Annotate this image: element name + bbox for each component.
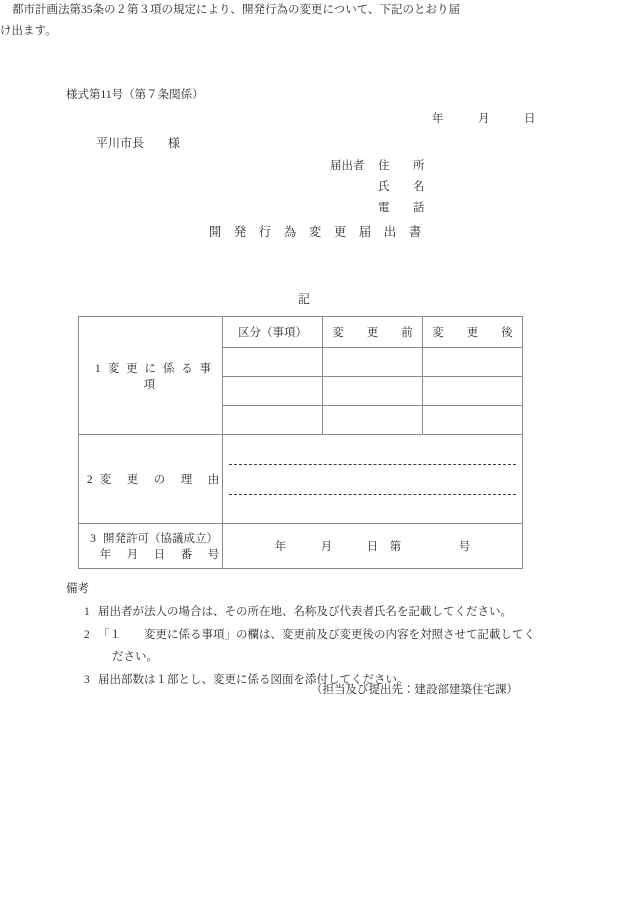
- submitter-name-row: [330, 179, 431, 200]
- row-number-2: 2: [86, 474, 93, 486]
- note-number: 1: [84, 606, 90, 619]
- note-text-wrapper: [98, 624, 536, 669]
- form-number: 様式第11号（第７条関係）: [66, 89, 204, 101]
- row-label-reason: [79, 435, 223, 524]
- note-item: [66, 624, 536, 669]
- date-line: 年 月 日: [432, 113, 536, 125]
- cell-after-1[interactable]: [423, 348, 523, 377]
- row-label-change-items: [79, 317, 223, 435]
- cell-before-1[interactable]: [323, 348, 423, 377]
- submitter-phone-label: 電 話: [378, 202, 431, 214]
- document-title: 開 発 行 為 変 更 届 出 書: [208, 225, 422, 239]
- column-header-before: 変 更 前: [323, 317, 423, 348]
- cell-category-2[interactable]: [223, 377, 323, 406]
- addressee-line: 平川市長 様: [96, 136, 181, 150]
- cell-before-2[interactable]: [323, 377, 423, 406]
- cell-after-2[interactable]: [423, 377, 523, 406]
- reason-rule-2: [229, 494, 516, 495]
- submitter-phone-row: [330, 200, 431, 221]
- row-label-text-2: 変 更 の 理 由: [99, 474, 222, 486]
- note-text: 「１ 変更に係る事項」の欄は、変更前及び変更後の内容を対照させて記載してく: [98, 628, 535, 641]
- note-text-continuation: ださい。: [112, 651, 158, 664]
- ki-mark: 記: [297, 292, 310, 306]
- note-text: 届出部数は１部とし、変更に係る図面を添付してください。: [98, 673, 409, 686]
- table-row-permit: [79, 524, 523, 569]
- row-number-1: 1: [94, 362, 101, 375]
- cell-category-1[interactable]: [223, 348, 323, 377]
- row-number-3: 3: [90, 533, 96, 545]
- submitter-label: 届出者: [330, 160, 365, 172]
- note-item: [66, 601, 536, 623]
- table-header-row: [79, 317, 523, 348]
- cell-before-3[interactable]: [323, 406, 423, 435]
- note-number: 3: [84, 673, 90, 686]
- column-header-category: 区分（事項）: [223, 317, 323, 348]
- submitter-name-label: 氏 名: [378, 181, 431, 193]
- submitter-block: [330, 158, 431, 221]
- permit-value-field[interactable]: 年 月 日 第 号: [223, 524, 523, 569]
- row-label-text-1: 変 更 に 係 る 事 項: [107, 362, 214, 391]
- column-header-after: 変 更 後: [423, 317, 523, 348]
- reason-rule-1: [229, 464, 516, 465]
- row-label-permit-line2: 年 月 日 番 号: [99, 549, 222, 561]
- cell-after-3[interactable]: [423, 406, 523, 435]
- reason-input-area[interactable]: [223, 435, 523, 524]
- note-number: 2: [84, 628, 90, 641]
- change-notification-table: [78, 316, 523, 569]
- submitter-address-row: [330, 158, 431, 179]
- row-label-permit: [79, 524, 223, 569]
- note-text: 届出者が法人の場合は、その所在地、名称及び代表者氏名を記載してください。: [98, 606, 512, 619]
- contact-line: （担当及び提出先：建設部建築住宅課）: [311, 684, 518, 696]
- notes-title: 備考: [66, 583, 89, 595]
- submitter-address-label: 住 所: [378, 160, 431, 172]
- notes-section: [66, 578, 536, 691]
- table-row-reason: [79, 435, 523, 524]
- body-paragraph: 都市計画法第35条の２第３項の規定により、開発行為の変更について、下記のとおり届け出ます。: [0, 4, 461, 38]
- cell-category-3[interactable]: [223, 406, 323, 435]
- row-label-permit-line1: 開発許可（協議成立）: [103, 533, 218, 545]
